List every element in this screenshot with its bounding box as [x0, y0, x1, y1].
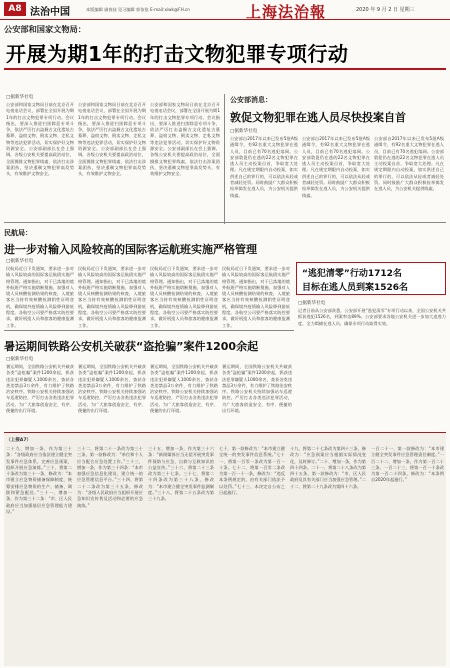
railway-byline: □据新华社电 [6, 357, 34, 362]
section-rule [4, 222, 446, 223]
regulation-continued-label: （上接A7） [6, 438, 32, 443]
lead-kicker: 公安部和国家文物局： [4, 24, 86, 34]
fugitive-body-col3: 公安部自2017年以来已发布5批A级通缉令，有92名重大文物犯罪在逃人员，目前已有70名逃犯落网。公安部敦促仍在逃的22名文物犯罪在逃人员主动投案自首，争取宽大处理。凡在规定期限内自动投案，如实供述自己的罪行的，可以依法从轻或者减轻处罚。同时鼓励广大群众积极检举揭发在逃人员，为公安机关提供线索。 [374, 136, 444, 192]
fugitive-headline: 敦促文物犯罪在逃人员尽快投案自首 [230, 111, 406, 124]
railway-body-col3: 暑运期间，全国铁路公安机关共破获各类“盗抢骗”案件1200余起，抓获违法犯罪嫌疑人1000余名，查获各类违禁品3万余件，有力维护了铁路治安秩序。铁路公安机关持续加强站车巡逻防控，严厉打击各类违法犯罪活动，为广大旅客创造安全、有序、便捷的出行环境。 [150, 364, 218, 414]
editor-credits: 本版编辑 屠春技 见习编辑 郭依依 E-mail:xiwk@FH.cn [86, 7, 190, 12]
regulation-top-rule [4, 432, 446, 433]
regulation-col2: 三十二、将第二十一条改为第三十三条，第一款修改为：“单位和个人应当配合应急处置工作。”三十三、增加一条，作为第三十四条：“本市加强应急信息化建设，建立统一的应急管理信息平台。”三十四、将第二十二条改为第三十五条，修改为：“各级人民政府应当组织开展应急知识宣传普及活动和必要的应急演练。” [77, 446, 143, 508]
lead-body-col1: 公安部和国家文物局日前在北京召开电视电话会议，部署在全国开展为期1年的打击文物犯罪专项行动。会议指出，要深入推进扫黑除恶专项斗争，依法严厉打击盗掘古文化遗址古墓葬、盗窃文物、倒卖文物、走私文物等违法犯罪活动，切实保护好文物资源安全。公安部副部长在会上强调，各级公安机关要提高政治站位，全面摸排文物犯罪线索，依法打击涉案团伙，坚决遏制文物犯罪高发势头，有效维护文物安全。 [6, 102, 74, 177]
campaign-byline: □据新华社电 [298, 301, 326, 306]
lead-byline: □据新华社电 [6, 95, 34, 100]
newspaper-logo: 上海法治報 [246, 3, 327, 21]
issue-date: 2020 年 9 月 2 日 星期三 [356, 7, 415, 13]
railway-headline: 暑运期间铁路公安机关破获“盗抢骗”案件1200余起 [4, 340, 259, 353]
campaign-headline-2: 目标在逃人员到案1526名 [302, 283, 409, 293]
passenger-body-col1: 民航局近日下发通知，要求进一步对输入风险较高的国际客运航班实施严格管理。通知指出，对于已落地的境外航班严格实施熔断措施，加强对入境人员核酸检测结果的核查，入境旅客应当持有效核酸检测阴性证明登机，确保境外疫情输入风险降到最低程度。各航空公司要严格落实防控要求，做好机组人员和旅客的健康监测工作。 [6, 266, 74, 328]
railway-body-col2: 暑运期间，全国铁路公安机关共破获各类“盗抢骗”案件1200余起，抓获违法犯罪嫌疑人1000余名，查获各类违禁品3万余件，有力维护了铁路治安秩序。铁路公安机关持续加强站车巡逻防控，严厉打击各类违法犯罪活动，为广大旅客创造安全、有序、便捷的出行环境。 [78, 364, 146, 414]
section-title: 法治中国 [30, 7, 70, 18]
passenger-body-col4: 民航局近日下发通知，要求进一步对输入风险较高的国际客运航班实施严格管理。通知指出，对于已落地的境外航班严格实施熔断措施，加强对入境人员核酸检测结果的核查，入境旅客应当持有效核酸检测阴性证明登机，确保境外疫情输入风险降到最低程度。各航空公司要严格落实防控要求，做好机组人员和旅客的健康监测工作。 [222, 266, 290, 328]
passenger-byline: □据新华社电 [6, 259, 34, 264]
lead-body-col3: 公安部和国家文物局日前在北京召开电视电话会议，部署在全国开展为期1年的打击文物犯罪专项行动。会议指出，要深入推进扫黑除恶专项斗争，依法严厉打击盗掘古文化遗址古墓葬、盗窃文物、倒卖文物、走私文物等违法犯罪活动，切实保护好文物资源安全。公安部副部长在会上强调，各级公安机关要提高政治站位，全面摸排文物犯罪线索，依法打击涉案团伙，坚决遏制文物犯罪高发势头，有效维护文物安全。 [150, 102, 220, 177]
passenger-body-col2: 民航局近日下发通知，要求进一步对输入风险较高的国际客运航班实施严格管理。通知指出，对于已落地的境外航班严格实施熔断措施，加强对入境人员核酸检测结果的核查，入境旅客应当持有效核酸检测阴性证明登机，确保境外疫情输入风险降到最低程度。各航空公司要严格落实防控要求，做好机组人员和旅客的健康监测工作。 [78, 266, 146, 328]
campaign-body: 记者日前从公安部获悉，公安部开展“逃犯清零”专项行动以来，全国公安机关共抓获逃犯1526名，到案率达89%。公安部要求各地公安机关进一步加大追逃力度，全力缉捕在逃人员，确保专项行动取得实效。 [298, 308, 446, 326]
passenger-body-col3: 民航局近日下发通知，要求进一步对输入风险较高的国际客运航班实施严格管理。通知指出，对于已落地的境外航班严格实施熔断措施，加强对入境人员核酸检测结果的核查，入境旅客应当持有效核酸检测阴性证明登机，确保境外疫情输入风险降到最低程度。各航空公司要严格落实防控要求，做好机组人员和旅客的健康监测工作。 [150, 266, 218, 328]
passenger-headline: 进一步对输入风险较高的国际客运航班实施严格管理 [4, 243, 257, 256]
fugitive-kicker: 公安部消息： [230, 96, 272, 104]
lead-body-col2: 公安部和国家文物局日前在北京召开电视电话会议，部署在全国开展为期1年的打击文物犯罪专项行动。会议指出，要深入推进扫黑除恶专项斗争，依法严厉打击盗掘古文化遗址古墓葬、盗窃文物、倒卖文物、走私文物等违法犯罪活动，切实保护好文物资源安全。公安部副部长在会上强调，各级公安机关要提高政治站位，全面摸排文物犯罪线索，依法打击涉案团伙，坚决遏制文物犯罪高发势头，有效维护文物安全。 [78, 102, 146, 177]
regulation-col6: 一百二十一、第一款修改为：“本市建立健全突发事件应急管理责任制度。”一百二十二、增加一条，作为第一百二十三条。一百二十三、将第一百一十条改为第一百二十四条，修改为：“本条例自2020年起施行。” [371, 446, 444, 483]
masthead [0, 0, 450, 20]
page-number: A8 [4, 2, 26, 16]
regulation-col5: 十九、将第二十七条改为第四十三条，修改为：“应急预案应当根据实际情况变化，及时修订。”二十、增加一条，作为第四十四条。二十一、将第二十八条改为第四十五条，第一款修改为：“市、区人民政府及其有关部门应当加强应急管理。”二十二、将第二十九条改为第四十六条。 [290, 446, 366, 489]
lead-headline: 开展为期1年的打击文物犯罪专项行动 [6, 42, 349, 66]
regulation-col1: 二十九、增加一条，作为第三十条：“各级政府应当依法建立健全突发事件应急体系，完善应急预案，组织开展应急演练。”三十、将第二十条改为第三十一条，修改为：“本市建立应急物资储备保障制度，统筹安排应急物资的生产、储备、调拨和紧急配送。”三十一、增加一条，作为第三十二条：“市、区人民政府应当加强基层应急管理能力建设。” [6, 446, 72, 514]
fugitive-byline: □据新华社电 [230, 129, 258, 134]
column-divider [224, 94, 225, 224]
railway-body-col4: 暑运期间，全国铁路公安机关共破获各类“盗抢骗”案件1200余起，抓获违法犯罪嫌疑人1000余名，查获各类违禁品3万余件，有力维护了铁路治安秩序。铁路公安机关持续加强站车巡逻防控，严厉打击各类违法犯罪活动，为广大旅客创造安全、有序、便捷的出行环境。 [222, 364, 292, 414]
passenger-kicker: 民航局： [4, 229, 32, 237]
fugitive-body-col2: 公安部自2017年以来已发布5批A级通缉令，有92名重大文物犯罪在逃人员，目前已有70名逃犯落网。公安部敦促仍在逃的22名文物犯罪在逃人员主动投案自首，争取宽大处理。凡在规定期限内自动投案，如实供述自己的罪行的，可以依法从轻或者减轻处罚。同时鼓励广大群众积极检举揭发在逃人员，为公安机关提供线索。 [302, 136, 370, 198]
section-rule-2 [4, 330, 294, 331]
railway-body-col1: 暑运期间，全国铁路公安机关共破获各类“盗抢骗”案件1200余起，抓获违法犯罪嫌疑人1000余名，查获各类违禁品3万余件，有力维护了铁路治安秩序。铁路公安机关持续加强站车巡逻防控，严厉打击各类违法犯罪活动，为广大旅客创造安全、有序、便捷的出行环境。 [6, 364, 74, 414]
regulation-col4: 七十、第一款修改为：“本市建立健全统一的突发事件信息系统。”七十一、将第一百零一条改为第一百一十条。七十二、将第一百零二条改为第一百一十一条，修改为：“违反本条例规定的，由有关部门依法予以处罚。”七十三、本决定自公布之日起施行。 [219, 446, 285, 496]
fugitive-body-col1: 公安部自2017年以来已发布5批A级通缉令，有92名重大文物犯罪在逃人员，目前已有70名逃犯落网。公安部敦促仍在逃的22名文物犯罪在逃人员主动投案自首，争取宽大处理。凡在规定期限内自动投案，如实供述自己的罪行的，可以依法从轻或者减轻处罚。同时鼓励广大群众积极检举揭发在逃人员，为公安机关提供线索。 [230, 136, 298, 198]
campaign-headline: “逃犯清零”行动1712名 [302, 269, 402, 279]
regulation-col3: 三十五、增加一条，作为第三十六条：“新闻媒体应当无偿开展突发事件预防与应急、自救与互救知识的公益宣传。”三十六、将第二十三条改为第三十七条。三十七、将第二十四条改为第三十八条，修改为：“本市建立健全突发事件监测制度。”三十八、将第二十五条改为第三十九条。 [148, 446, 214, 502]
headline-rule [4, 68, 446, 70]
